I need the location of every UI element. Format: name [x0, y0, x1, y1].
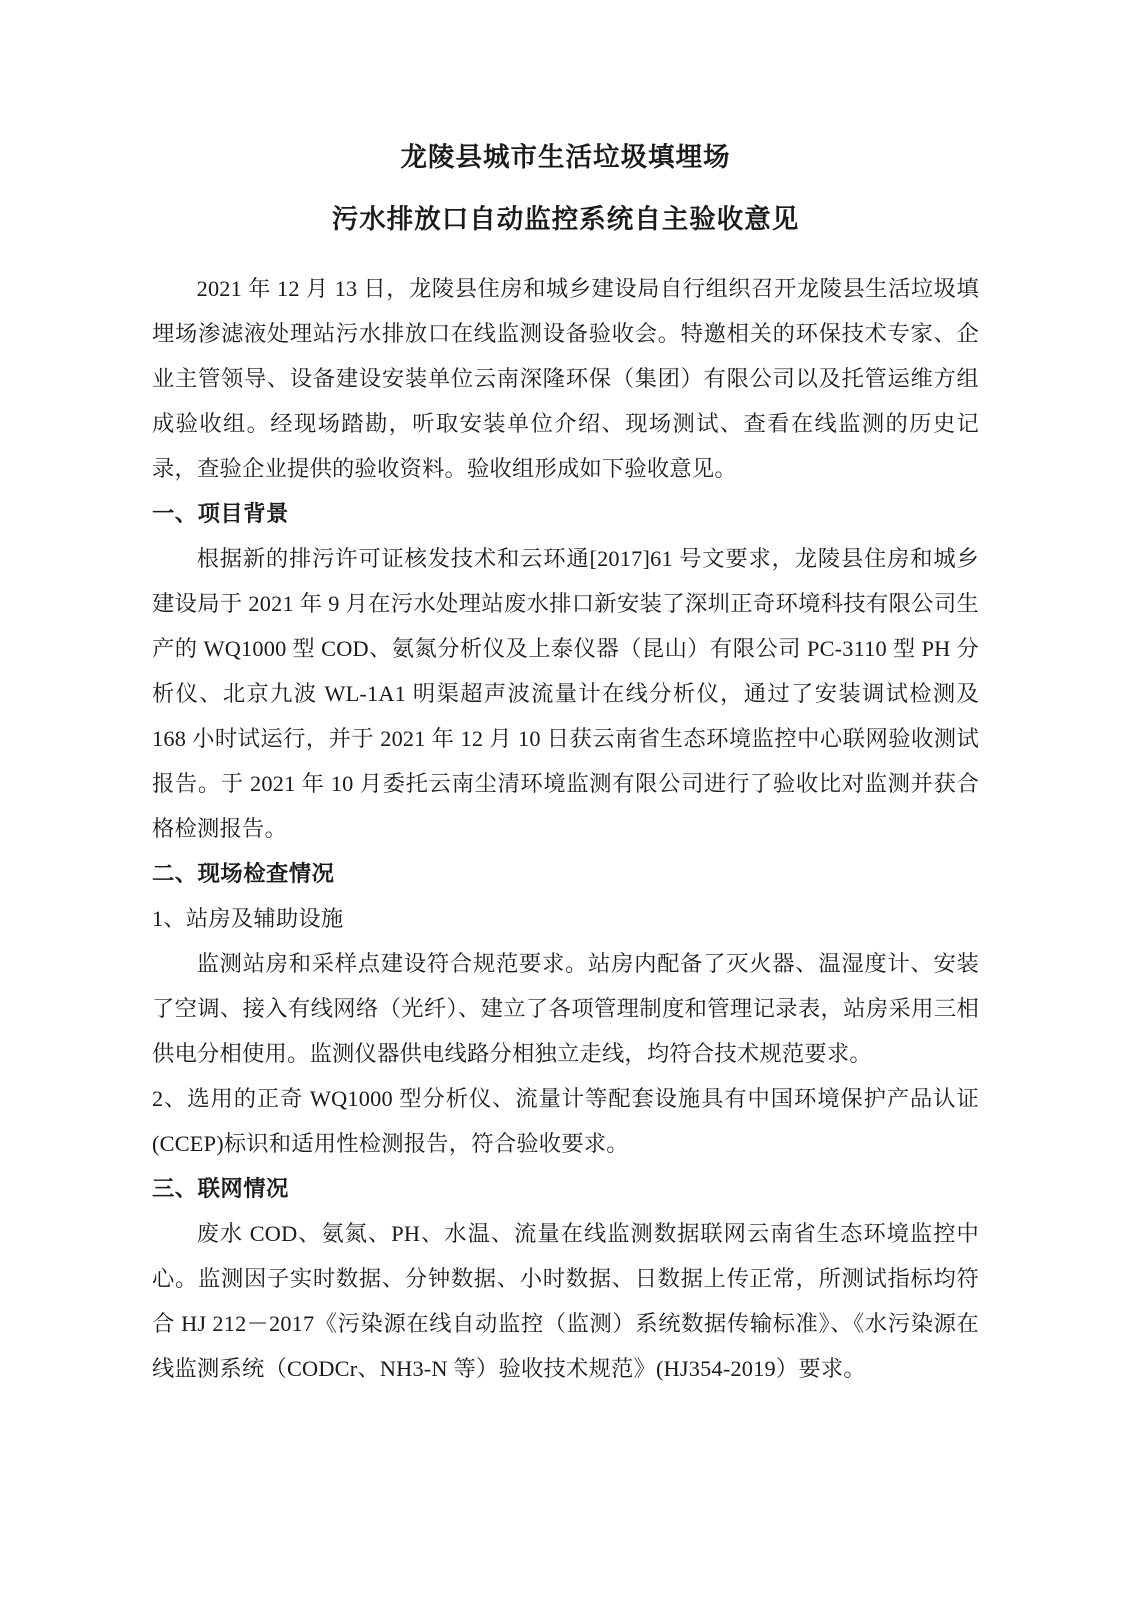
section-1-paragraph-1: 根据新的排污许可证核发技术和云环通[2017]61 号文要求，龙陵县住房和城乡建设局于 2021 年 9 月在污水处理站废水排口新安装了深圳正奇环境科技有限公司生产的 WQ1000 型 COD、氨氮分析仪及上泰仪器（昆山）有限公司 PC-3110 型 PH 分析仪、北京九波 WL-1A1 明渠超声波流量计在线分析仪，通过了安装调试检测及 168 小时试运行，并于 2021 年 12 月 10 日获云南省生态环境监控中心联网验收测试报告。于 2021 年 10 月委托云南尘清环境监测有限公司进行了验收比对监测并获合格检测报告。	[152, 545, 979, 841]
document-title-line-2: 污水排放口自动监控系统自主验收意见	[331, 203, 800, 234]
section-2-paragraph-1: 监测站房和采样点建设符合规范要求。站房内配备了灭火器、温湿度计、安装了空调、接入有线网络（光纤）、建立了各项管理制度和管理记录表，站房采用三相供电分相使用。监测仪器供电线路分相独立走线，均符合技术规范要求。	[152, 950, 979, 1066]
document-body	[152, 266, 979, 1391]
section-2-subheading-1: 1、站房及辅助设施	[152, 905, 344, 931]
section-heading-1: 一、项目背景	[152, 500, 289, 526]
intro-paragraph: 2021 年 12 月 13 日，龙陵县住房和城乡建设局自行组织召开龙陵县生活垃圾填埋场渗滤液处理站污水排放口在线监测设备验收会。特邀相关的环保技术专家、企业主管领导、设备建设安装单位云南深隆环保（集团）有限公司以及托管运维方组成验收组。经现场踏勘，听取安装单位介绍、现场测试、查看在线监测的历史记录，查验企业提供的验收资料。验收组形成如下验收意见。	[152, 275, 979, 481]
section-heading-3: 三、联网情况	[152, 1175, 289, 1201]
document-title-line-1: 龙陵县城市生活垃圾填埋场	[400, 142, 731, 172]
section-heading-2: 二、现场检查情况	[152, 860, 335, 886]
section-3-paragraph-1: 废水 COD、氨氮、PH、水温、流量在线监测数据联网云南省生态环境监控中心。监测因子实时数据、分钟数据、小时数据、日数据上传正常，所测试指标均符合 HJ 212－2017《污染源在线自动监控（监测）系统数据传输标准》、《水污染源在线监测系统（CODCr、NH3-N 等）验收技术规范》(HJ354-2019）要求。	[152, 1220, 979, 1381]
section-2-paragraph-2: 2、选用的正奇 WQ1000 型分析仪、流量计等配套设施具有中国环境保护产品认证(CCEP)标识和适用性检测报告，符合验收要求。	[152, 1085, 979, 1156]
